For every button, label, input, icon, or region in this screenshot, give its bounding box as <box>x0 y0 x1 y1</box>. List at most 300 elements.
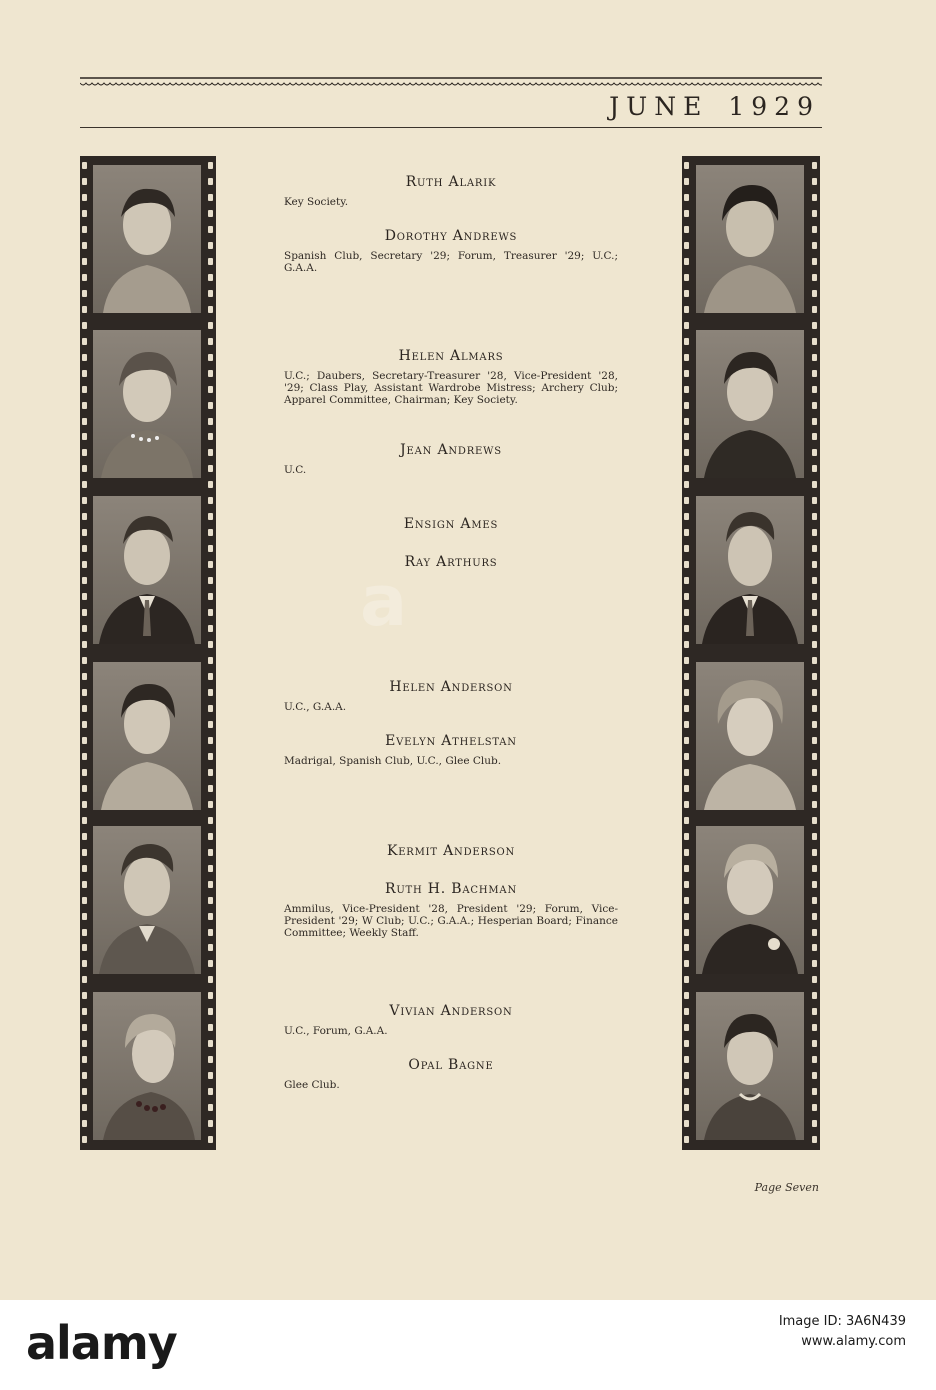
film-perforation <box>208 354 213 361</box>
entry-ruth-alarik <box>284 174 618 208</box>
film-perforation <box>684 753 689 760</box>
film-perforation <box>82 513 87 520</box>
film-perforation <box>208 306 213 313</box>
film-perforation <box>208 976 213 983</box>
entry-activities: Glee Club. <box>284 1079 340 1091</box>
film-perforation <box>82 1104 87 1111</box>
film-perforation <box>82 801 87 808</box>
film-perforation <box>684 338 689 345</box>
film-perforation <box>208 1008 213 1015</box>
portrait-photo-jean-andrews <box>696 330 804 478</box>
entry-jean-andrews <box>284 442 618 476</box>
film-perforation <box>208 370 213 377</box>
film-perforation <box>208 529 213 536</box>
film-perforation <box>208 274 213 281</box>
film-perforation <box>812 721 817 728</box>
portrait-photo-vivian-anderson <box>93 992 201 1140</box>
film-perforation <box>208 242 213 249</box>
film-perforation <box>812 338 817 345</box>
film-perforation <box>812 433 817 440</box>
film-perforation <box>684 258 689 265</box>
entry-ray-arthurs <box>284 554 618 570</box>
portrait-photo-evelyn-athelstan <box>696 662 804 810</box>
entry-activities: U.C., G.A.A. <box>284 701 347 713</box>
film-perforation <box>812 1104 817 1111</box>
film-perforation <box>684 418 689 425</box>
film-perforation <box>684 529 689 536</box>
page-number: Page Seven <box>754 1181 819 1194</box>
film-perforation <box>82 322 87 329</box>
film-perforation <box>208 849 213 856</box>
film-perforation <box>684 737 689 744</box>
film-perforation <box>82 162 87 169</box>
film-perforation <box>684 226 689 233</box>
header-year: 1929 <box>728 92 820 121</box>
film-perforation <box>82 625 87 632</box>
watermark-image-id: Image ID: 3A6N439 <box>778 1314 906 1329</box>
entry-name: Helen Almars <box>398 348 504 364</box>
header-month: JUNE <box>609 92 709 121</box>
film-perforation <box>684 210 689 217</box>
film-perforation <box>208 545 213 552</box>
film-perforation <box>82 1088 87 1095</box>
film-perforation <box>208 162 213 169</box>
film-perforation <box>82 609 87 616</box>
entry-ensign-ames <box>284 516 618 532</box>
film-perforation <box>684 641 689 648</box>
film-perforation <box>208 1120 213 1127</box>
film-perforation <box>812 705 817 712</box>
film-perforation <box>208 497 213 504</box>
film-perforation <box>812 274 817 281</box>
entry-helen-almars <box>284 348 618 406</box>
entry-name: Evelyn Athelstan <box>385 733 517 749</box>
film-perforation <box>82 657 87 664</box>
film-perforation <box>82 194 87 201</box>
film-perforation <box>684 944 689 951</box>
film-perforation <box>812 561 817 568</box>
film-perforation <box>684 705 689 712</box>
entry-name: Helen Anderson <box>389 679 513 695</box>
film-perforation <box>812 545 817 552</box>
film-perforation <box>82 849 87 856</box>
film-perforation <box>208 929 213 936</box>
film-perforation <box>684 274 689 281</box>
film-perforation <box>82 1120 87 1127</box>
film-perforation <box>208 178 213 185</box>
film-perforation <box>812 641 817 648</box>
film-perforation <box>82 593 87 600</box>
film-perforation <box>684 386 689 393</box>
film-perforation <box>684 609 689 616</box>
film-perforation <box>812 849 817 856</box>
film-perforation <box>208 194 213 201</box>
film-perforation <box>812 833 817 840</box>
film-perforation <box>812 1024 817 1031</box>
film-perforation <box>812 1136 817 1143</box>
right-strip-perforations-inner <box>684 162 690 1144</box>
film-perforation <box>684 1040 689 1047</box>
film-perforation <box>684 785 689 792</box>
film-perforation <box>208 418 213 425</box>
film-perforation <box>208 258 213 265</box>
film-perforation <box>684 242 689 249</box>
film-perforation <box>208 1056 213 1063</box>
film-perforation <box>812 290 817 297</box>
film-perforation <box>684 497 689 504</box>
film-perforation <box>684 306 689 313</box>
entry-name: Ensign Ames <box>403 516 499 532</box>
film-perforation <box>684 322 689 329</box>
film-perforation <box>208 1072 213 1079</box>
film-perforation <box>684 561 689 568</box>
film-perforation <box>82 306 87 313</box>
film-perforation <box>208 465 213 472</box>
film-perforation <box>684 449 689 456</box>
film-perforation <box>82 689 87 696</box>
entry-activities: Spanish Club, Secretary '29; Forum, Treasurer '29; U.C.; G.A.A. <box>284 250 618 274</box>
film-perforation <box>208 881 213 888</box>
film-perforation <box>208 944 213 951</box>
film-perforation <box>812 673 817 680</box>
film-perforation <box>812 1008 817 1015</box>
entry-activities: U.C. <box>284 464 307 476</box>
film-perforation <box>208 226 213 233</box>
film-perforation <box>812 529 817 536</box>
watermark-url: www.alamy.com <box>801 1334 906 1349</box>
entry-helen-anderson <box>284 679 618 713</box>
entry-opal-bagne <box>284 1057 618 1091</box>
film-perforation <box>208 897 213 904</box>
film-perforation <box>684 976 689 983</box>
entry-vivian-anderson <box>284 1003 618 1037</box>
film-perforation <box>812 897 817 904</box>
film-perforation <box>208 1088 213 1095</box>
film-perforation <box>208 433 213 440</box>
film-perforation <box>812 258 817 265</box>
entry-activities: Madrigal, Spanish Club, U.C., Glee Club. <box>284 755 502 767</box>
portrait-photo-kermit-anderson <box>93 826 201 974</box>
film-perforation <box>812 609 817 616</box>
film-perforation <box>684 577 689 584</box>
film-perforation <box>684 625 689 632</box>
film-perforation <box>208 913 213 920</box>
film-perforation <box>208 737 213 744</box>
film-perforation <box>684 833 689 840</box>
film-perforation <box>82 641 87 648</box>
film-perforation <box>684 162 689 169</box>
film-perforation <box>812 481 817 488</box>
film-perforation <box>208 689 213 696</box>
entry-name: Ray Arthurs <box>404 554 498 570</box>
entry-name: Ruth Alarik <box>405 174 497 190</box>
film-perforation <box>82 577 87 584</box>
right-strip-perforations-outer <box>812 162 818 1144</box>
film-perforation <box>684 673 689 680</box>
film-perforation <box>812 370 817 377</box>
film-perforation <box>684 290 689 297</box>
film-perforation <box>812 1088 817 1095</box>
film-perforation <box>812 769 817 776</box>
film-perforation <box>82 705 87 712</box>
film-perforation <box>684 1104 689 1111</box>
film-perforation <box>208 753 213 760</box>
film-perforation <box>208 960 213 967</box>
film-perforation <box>82 992 87 999</box>
left-strip-perforations-outer <box>82 162 88 1144</box>
film-perforation <box>208 657 213 664</box>
entry-name: Jean Andrews <box>400 442 502 458</box>
film-perforation <box>684 465 689 472</box>
film-perforation <box>82 545 87 552</box>
film-perforation <box>812 753 817 760</box>
film-perforation <box>684 801 689 808</box>
film-perforation <box>812 497 817 504</box>
film-perforation <box>82 881 87 888</box>
film-perforation <box>208 1104 213 1111</box>
portrait-photo-ruth-h-bachman <box>696 826 804 974</box>
film-perforation <box>82 274 87 281</box>
film-perforation <box>208 1024 213 1031</box>
film-perforation <box>812 625 817 632</box>
film-perforation <box>82 338 87 345</box>
film-perforation <box>684 769 689 776</box>
film-perforation <box>684 593 689 600</box>
film-perforation <box>82 897 87 904</box>
film-perforation <box>82 561 87 568</box>
watermark-overlay: a <box>360 560 408 642</box>
film-perforation <box>82 465 87 472</box>
film-perforation <box>812 801 817 808</box>
film-perforation <box>812 513 817 520</box>
film-perforation <box>684 929 689 936</box>
film-perforation <box>812 657 817 664</box>
film-perforation <box>82 1072 87 1079</box>
film-perforation <box>684 913 689 920</box>
film-perforation <box>208 609 213 616</box>
film-perforation <box>684 1008 689 1015</box>
film-perforation <box>812 817 817 824</box>
header-thin-rule <box>80 127 822 128</box>
film-perforation <box>208 1040 213 1047</box>
film-perforation <box>684 992 689 999</box>
film-perforation <box>82 673 87 680</box>
film-perforation <box>208 785 213 792</box>
film-perforation <box>684 1136 689 1143</box>
film-perforation <box>82 1024 87 1031</box>
film-perforation <box>684 433 689 440</box>
film-perforation <box>208 721 213 728</box>
portrait-photo-dorothy-andrews <box>696 165 804 313</box>
film-perforation <box>208 992 213 999</box>
film-perforation <box>812 1072 817 1079</box>
film-perforation <box>82 737 87 744</box>
film-perforation <box>684 545 689 552</box>
entry-kermit-anderson <box>284 843 618 859</box>
film-perforation <box>82 1136 87 1143</box>
film-perforation <box>82 354 87 361</box>
film-perforation <box>684 513 689 520</box>
film-perforation <box>82 370 87 377</box>
film-perforation <box>684 1088 689 1095</box>
film-perforation <box>82 944 87 951</box>
film-perforation <box>684 402 689 409</box>
film-perforation <box>82 785 87 792</box>
film-perforation <box>82 242 87 249</box>
film-perforation <box>684 897 689 904</box>
film-perforation <box>82 402 87 409</box>
film-perforation <box>812 306 817 313</box>
film-perforation <box>684 1024 689 1031</box>
film-perforation <box>208 673 213 680</box>
entry-name: Opal Bagne <box>408 1057 494 1073</box>
film-perforation <box>208 561 213 568</box>
film-perforation <box>684 817 689 824</box>
film-perforation <box>812 1040 817 1047</box>
film-perforation <box>684 178 689 185</box>
portrait-photo-helen-almars <box>93 330 201 478</box>
film-perforation <box>684 865 689 872</box>
film-perforation <box>684 1072 689 1079</box>
film-perforation <box>684 721 689 728</box>
portrait-photo-helen-anderson <box>93 662 201 810</box>
film-perforation <box>812 960 817 967</box>
film-perforation <box>812 354 817 361</box>
film-perforation <box>208 577 213 584</box>
film-perforation <box>82 913 87 920</box>
entry-name: Ruth H. Bachman <box>384 881 517 897</box>
film-perforation <box>812 162 817 169</box>
film-perforation <box>812 689 817 696</box>
left-strip-perforations-inner <box>208 162 214 1144</box>
film-perforation <box>812 737 817 744</box>
film-perforation <box>208 593 213 600</box>
film-perforation <box>208 402 213 409</box>
film-perforation <box>812 178 817 185</box>
film-perforation <box>812 944 817 951</box>
film-perforation <box>208 817 213 824</box>
film-perforation <box>82 817 87 824</box>
film-perforation <box>82 1056 87 1063</box>
film-perforation <box>82 449 87 456</box>
film-perforation <box>208 833 213 840</box>
film-perforation <box>208 513 213 520</box>
film-perforation <box>82 178 87 185</box>
entry-name: Dorothy Andrews <box>384 228 518 244</box>
film-perforation <box>812 865 817 872</box>
film-perforation <box>208 322 213 329</box>
film-perforation <box>208 801 213 808</box>
portrait-photo-ray-arthurs <box>696 496 804 644</box>
film-perforation <box>82 833 87 840</box>
header-title <box>609 92 820 121</box>
film-perforation <box>82 290 87 297</box>
film-perforation <box>684 1120 689 1127</box>
film-perforation <box>208 1136 213 1143</box>
film-perforation <box>684 689 689 696</box>
film-perforation <box>82 1040 87 1047</box>
watermark-info <box>779 1312 906 1352</box>
entry-name: Vivian Anderson <box>389 1003 513 1019</box>
film-perforation <box>812 322 817 329</box>
film-perforation <box>812 913 817 920</box>
film-perforation <box>82 418 87 425</box>
film-perforation <box>812 785 817 792</box>
film-perforation <box>812 402 817 409</box>
entry-name: Kermit Anderson <box>386 843 516 859</box>
entry-activities: Ammilus, Vice-President '28, President '29; Forum, Vice-President '29; W Club; U.C.; G.A.A.; Hesperian Board; Finance Committee; Weekly Staff. <box>284 903 618 939</box>
film-perforation <box>812 242 817 249</box>
film-perforation <box>208 210 213 217</box>
film-perforation <box>684 194 689 201</box>
film-perforation <box>82 865 87 872</box>
film-perforation <box>82 1008 87 1015</box>
film-perforation <box>812 881 817 888</box>
film-perforation <box>82 960 87 967</box>
film-perforation <box>684 1056 689 1063</box>
film-perforation <box>82 721 87 728</box>
film-perforation <box>208 386 213 393</box>
film-perforation <box>812 449 817 456</box>
film-perforation <box>812 929 817 936</box>
entry-activities: U.C., Forum, G.A.A. <box>284 1025 388 1037</box>
film-perforation <box>684 481 689 488</box>
film-perforation <box>812 226 817 233</box>
film-perforation <box>812 1120 817 1127</box>
film-perforation <box>208 449 213 456</box>
film-perforation <box>208 290 213 297</box>
film-perforation <box>208 481 213 488</box>
film-perforation <box>82 769 87 776</box>
film-perforation <box>812 992 817 999</box>
film-perforation <box>208 705 213 712</box>
film-perforation <box>82 481 87 488</box>
film-perforation <box>684 657 689 664</box>
portrait-photo-ensign-ames <box>93 496 201 644</box>
film-perforation <box>812 418 817 425</box>
film-perforation <box>82 386 87 393</box>
film-perforation <box>82 929 87 936</box>
alamy-logo: alamy <box>26 1316 177 1370</box>
portrait-photo-opal-bagne <box>696 992 804 1140</box>
film-perforation <box>208 769 213 776</box>
header-wavy-rule <box>80 77 822 87</box>
film-perforation <box>812 194 817 201</box>
film-perforation <box>82 210 87 217</box>
entry-activities: Key Society. <box>284 196 349 208</box>
entry-evelyn-athelstan <box>284 733 618 767</box>
entry-dorothy-andrews <box>284 228 618 274</box>
film-perforation <box>208 338 213 345</box>
film-perforation <box>208 625 213 632</box>
entry-ruth-h-bachman <box>284 881 618 939</box>
portrait-photo-ruth-alarik <box>93 165 201 313</box>
film-perforation <box>82 258 87 265</box>
film-perforation <box>208 865 213 872</box>
film-perforation <box>684 881 689 888</box>
film-perforation <box>684 960 689 967</box>
film-perforation <box>82 226 87 233</box>
entry-activities: U.C.; Daubers, Secretary-Treasurer '28, Vice-President '28, '29; Class Play, Assistant Wardrobe Mistress; Archery Club; Apparel Committee, Chairman; Key Society. <box>284 370 618 406</box>
film-perforation <box>82 976 87 983</box>
film-perforation <box>812 210 817 217</box>
film-perforation <box>684 354 689 361</box>
film-perforation <box>812 976 817 983</box>
film-perforation <box>684 370 689 377</box>
film-perforation <box>812 1056 817 1063</box>
film-perforation <box>82 529 87 536</box>
film-perforation <box>82 497 87 504</box>
